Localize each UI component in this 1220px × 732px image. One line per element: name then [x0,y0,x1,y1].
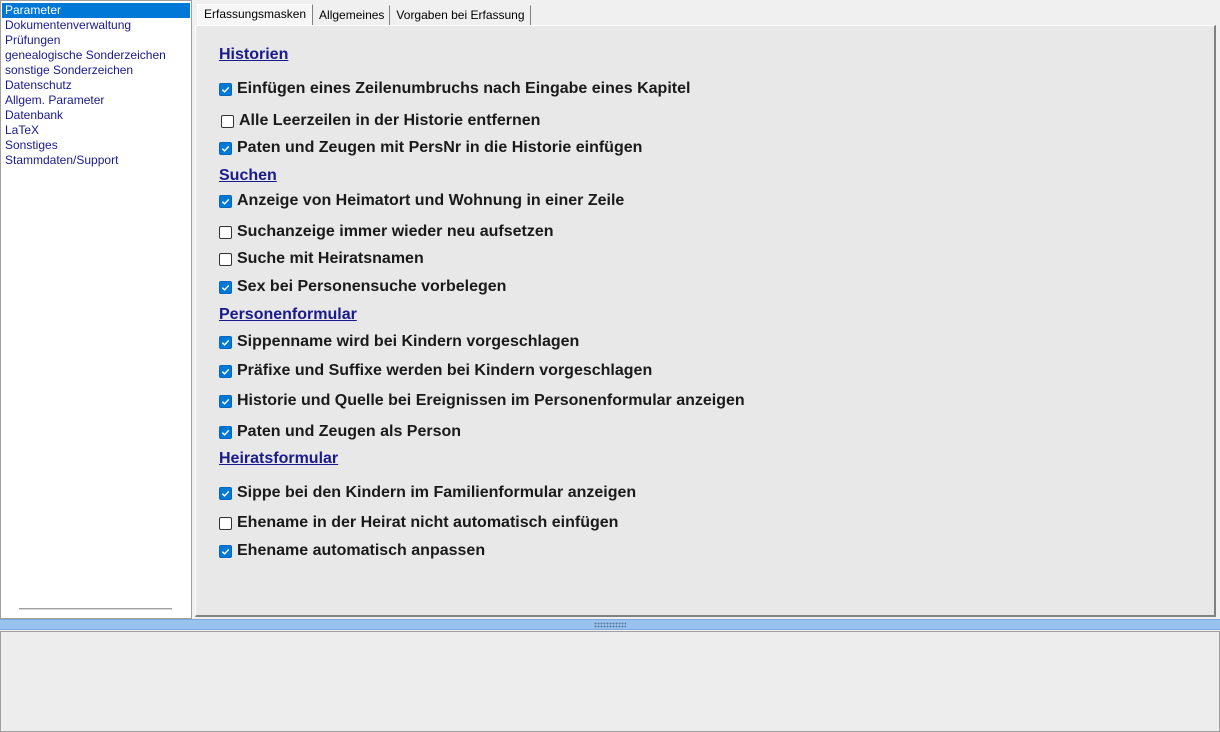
checkmark-icon [221,428,230,437]
sidebar-list [1,1,191,168]
checkbox-ehename-anpassen[interactable] [219,545,232,558]
checkbox-ehename-nicht-einfuegen[interactable] [219,517,232,530]
checkbox-paten-zeugen-als-person[interactable] [219,426,232,439]
sidebar-item-datenbank[interactable]: Datenbank [5,108,64,122]
sidebar-item-datenschutz[interactable]: Datenschutz [5,78,72,92]
option-paten-zeugen-als-person [219,423,461,441]
option-label: Einfügen eines Zeilenumbruchs nach Eingabe eines Kapitel [237,80,691,97]
horizontal-splitter[interactable] [0,619,1220,630]
checkbox-sex-vorbelegen[interactable] [219,281,232,294]
checkmark-icon [221,547,230,556]
option-suchanzeige-neu-aufsetzen [219,223,554,241]
checkbox-zeilenumbruch-nach-kapitel[interactable] [219,83,232,96]
bottom-pane [0,631,1220,732]
option-suche-heiratsnamen [219,250,424,268]
option-label: Sex bei Personensuche vorbelegen [237,278,507,295]
option-label: Suchanzeige immer wieder neu aufsetzen [237,223,554,240]
checkmark-icon [221,338,230,347]
sidebar-item-pruefungen[interactable]: Prüfungen [5,33,61,47]
grip-dots-icon[interactable] [594,622,626,628]
checkmark-icon [221,397,230,406]
option-label: Sippe bei den Kindern im Familienformular anzeigen [237,484,637,501]
sidebar-horizontal-scrollbar[interactable] [19,608,172,610]
checkbox-praefixe-suffixe[interactable] [219,365,232,378]
option-zeilenumbruch-nach-kapitel [219,80,690,98]
section-heading-historien: Historien [219,46,289,63]
option-label: Alle Leerzeilen in der Historie entfernen [239,112,541,129]
option-historie-quelle-ereignisse [219,392,745,410]
tab-bar [197,4,531,26]
checkmark-icon [221,144,230,153]
sidebar-item-sonstige-sonderzeichen[interactable]: sonstige Sonderzeichen [5,63,134,77]
option-paten-zeugen-persnr [219,139,642,157]
sidebar-item-parameter[interactable]: Parameter [2,3,190,18]
checkbox-sippenname-vorgeschlagen[interactable] [219,336,232,349]
checkmark-icon [221,489,230,498]
option-label: Paten und Zeugen mit PersNr in die Historie einfügen [237,139,643,156]
sidebar-item-sonstiges[interactable]: Sonstiges [5,138,58,152]
settings-panel [195,25,1216,617]
option-label: Historie und Quelle bei Ereignissen im Personenformular anzeigen [237,392,745,409]
checkmark-icon [221,367,230,376]
option-leerzeilen-entfernen [221,112,540,130]
option-sippenname-vorgeschlagen [219,333,579,351]
section-heading-heiratsformular: Heiratsformular [219,450,339,467]
option-label: Suche mit Heiratsnamen [237,250,424,267]
checkbox-heimatort-wohnung-eine-zeile[interactable] [219,195,232,208]
option-sex-vorbelegen [219,278,506,296]
checkbox-leerzeilen-entfernen[interactable] [221,115,234,128]
option-label: Anzeige von Heimatort und Wohnung in einer Zeile [237,192,625,209]
checkmark-icon [221,283,230,292]
tab-vorgaben-bei-erfassung[interactable]: Vorgaben bei Erfassung [390,5,530,26]
checkbox-suche-heiratsnamen[interactable] [219,253,232,266]
section-heading-suchen: Suchen [219,167,277,184]
checkbox-sippe-familienformular[interactable] [219,487,232,500]
section-heading-personenformular: Personenformular [219,306,357,323]
sidebar-item-latex[interactable]: LaTeX [5,123,40,137]
sidebar-item-stammdaten-support[interactable]: Stammdaten/Support [5,153,119,167]
option-praefixe-suffixe [219,362,652,380]
tab-allgemeines[interactable]: Allgemeines [313,5,390,26]
sidebar-item-allgem-parameter[interactable]: Allgem. Parameter [5,93,105,107]
option-label: Präfixe und Suffixe werden bei Kindern vorgeschlagen [237,362,653,379]
option-heimatort-wohnung-eine-zeile [219,192,624,210]
option-label: Ehename automatisch anpassen [237,542,486,559]
checkbox-historie-quelle-ereignisse[interactable] [219,395,232,408]
sidebar-item-genealogische-sonderzeichen[interactable]: genealogische Sonderzeichen [5,48,166,62]
option-label: Ehename in der Heirat nicht automatisch einfügen [237,514,619,531]
sidebar-nav [0,0,192,619]
tab-erfassungsmasken[interactable]: Erfassungsmasken [197,4,313,26]
option-label: Paten und Zeugen als Person [237,423,462,440]
checkbox-paten-zeugen-persnr[interactable] [219,142,232,155]
option-ehename-nicht-einfuegen [219,514,618,532]
checkbox-suchanzeige-neu-aufsetzen[interactable] [219,226,232,239]
checkmark-icon [221,197,230,206]
option-ehename-anpassen [219,542,485,560]
option-label: Sippenname wird bei Kindern vorgeschlagen [237,333,580,350]
option-sippe-familienformular [219,484,636,502]
sidebar-item-dokumentenverwaltung[interactable]: Dokumentenverwaltung [5,18,132,32]
checkmark-icon [221,85,230,94]
